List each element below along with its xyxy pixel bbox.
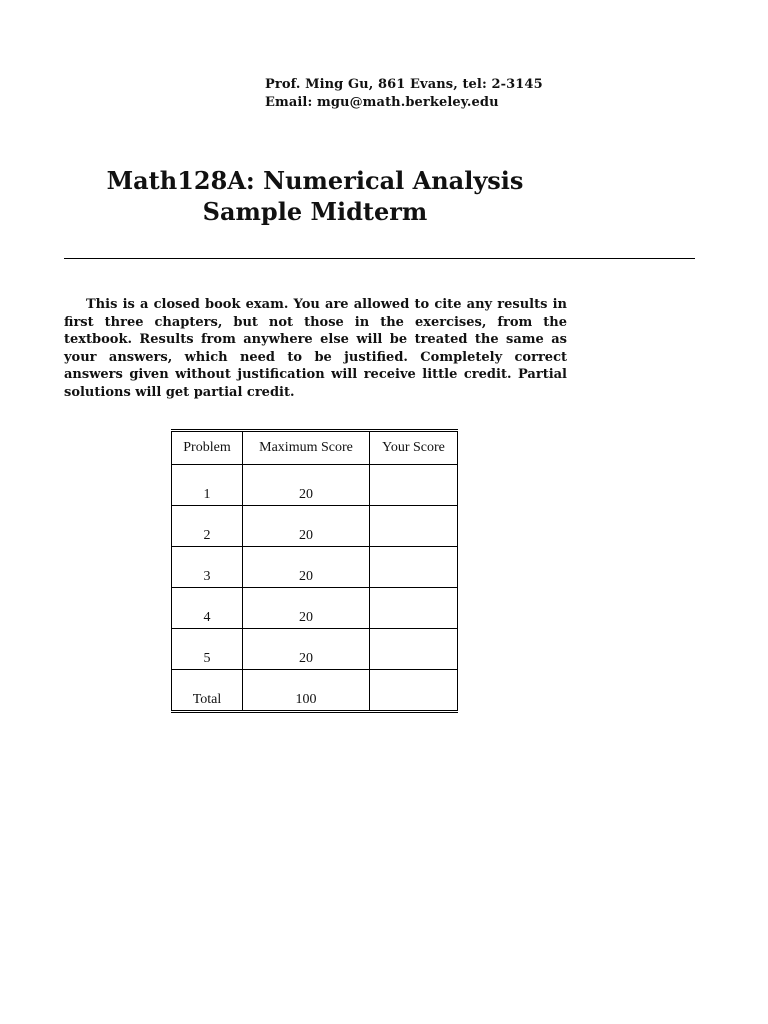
problem-number: 4 [172,588,243,629]
table-row-total [172,670,458,712]
your-score-cell[interactable] [370,506,458,547]
instructor-line: Prof. Ming Gu, 861 Evans, tel: 2-3145 [265,77,543,92]
total-score-cell[interactable] [370,670,458,712]
total-max-score: 100 [243,670,370,712]
your-score-cell[interactable] [370,629,458,670]
table-row [172,547,458,588]
your-score-cell[interactable] [370,465,458,506]
table-row [172,629,458,670]
problem-number: 1 [172,465,243,506]
max-score: 20 [243,506,370,547]
header-your-score: Your Score [370,431,458,465]
problem-number: 5 [172,629,243,670]
table-row [172,506,458,547]
problem-number: 3 [172,547,243,588]
course-title: Math128A: Numerical Analysis [106,166,524,195]
max-score: 20 [243,547,370,588]
exam-title [0,165,630,227]
table-row [172,588,458,629]
table-row [172,465,458,506]
instructor-info [265,76,543,112]
exam-instructions: This is a closed book exam. You are allowed to cite any results in first three chapters, but not those in the exercises, from the textbook. Results from anywhere else will be treated the same as your answers, which need to be justified. Completely correct answers given without justification will receive little credit. Partial solutions will get partial credit. [64,297,567,400]
header-problem: Problem [172,431,243,465]
problem-number: 2 [172,506,243,547]
score-table [171,429,458,713]
total-label: Total [172,670,243,712]
table-header-row [172,431,458,465]
email-line: Email: mgu@math.berkeley.edu [265,95,499,110]
exam-subtitle: Sample Midterm [202,197,428,226]
max-score: 20 [243,588,370,629]
your-score-cell[interactable] [370,588,458,629]
header-maximum-score: Maximum Score [243,431,370,465]
horizontal-rule [64,258,695,259]
max-score: 20 [243,465,370,506]
max-score: 20 [243,629,370,670]
your-score-cell[interactable] [370,547,458,588]
